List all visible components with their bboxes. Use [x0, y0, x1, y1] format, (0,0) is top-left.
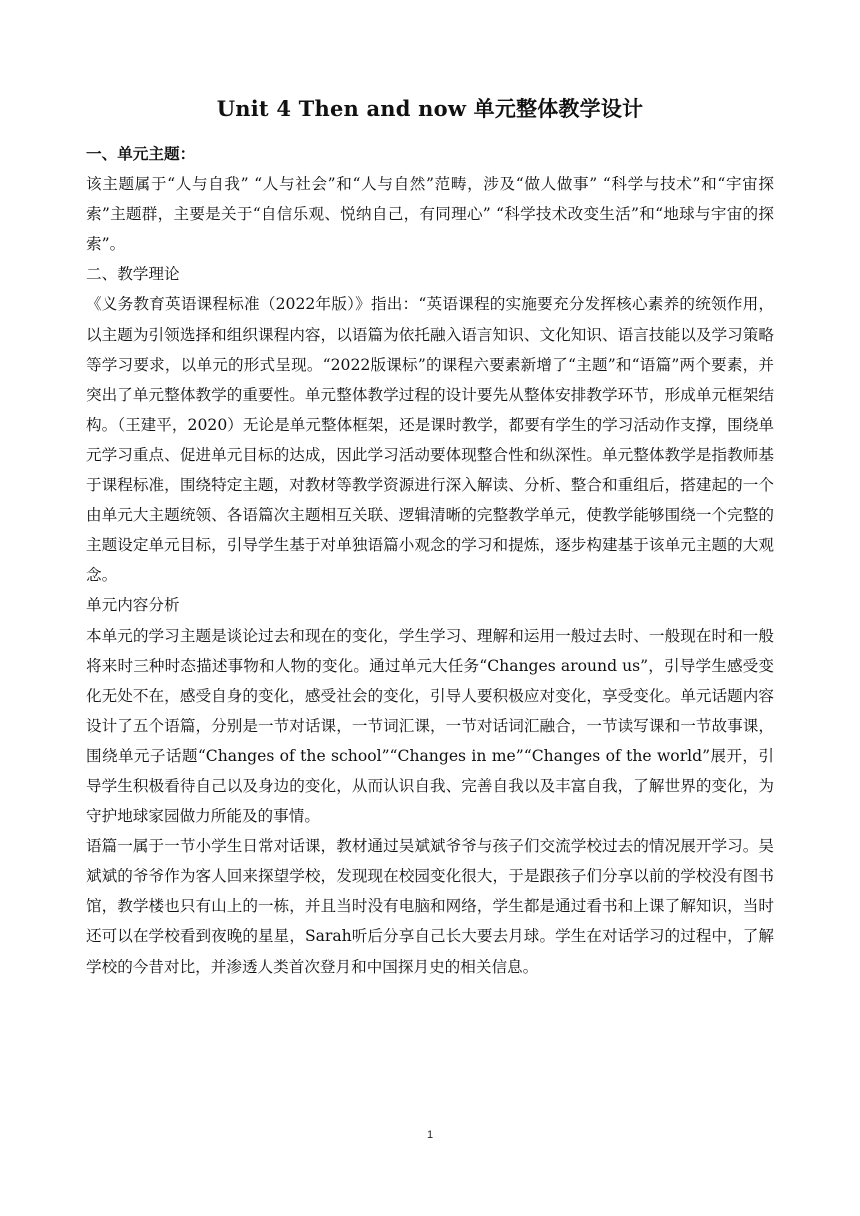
section-heading-teaching-theory: 二、教学理论: [86, 265, 180, 284]
document-body: [86, 139, 774, 982]
paragraph-unit-theme: 该主题属于“人与自我” “人与社会”和“人与自然”范畴，涉及“做人做事” “科学与技术”和“宇宙探索”主题群，主要是关于“自信乐观、悦纳自己，有同理心” “科学技术改变生活”和“地球与宇宙的探索”。: [86, 175, 774, 254]
page-number: 1: [426, 1129, 434, 1141]
section-heading-unit-theme: 一、单元主题：: [86, 144, 196, 163]
section-heading-content-analysis: 单元内容分析: [86, 596, 180, 615]
paragraph-teaching-theory: 《义务教育英语课程标准（2022年版）》指出：“英语课程的实施要充分发挥核心素养的统领作用，以主题为引领选择和组织课程内容，以语篇为依托融入语言知识、文化知识、语言技能以及学习策略等学习要求，以单元的形式呈现。“2022版课标”的课程六要素新增了“主题”和“语篇”两个要素，并突出了单元整体教学的重要性。单元整体教学过程的设计要先从整体安排教学环节，形成单元框架结构。（王建平，2020）无论是单元整体框架，还是课时教学，都要有学生的学习活动作支撑，围绕单元学习重点、促进单元目标的达成，因此学习活动要体现整合性和纵深性。单元整体教学是指教师基于课程标准，围绕特定主题，对教材等教学资源进行深入解读、分析、整合和重组后，搭建起的一个由单元大主题统领、各语篇次主题相互关联、逻辑清晰的完整教学单元，使教学能够围绕一个完整的主题设定单元目标，引导学生基于对单独语篇小观念的学习和提炼，逐步构建基于该单元主题的大观念。: [86, 295, 774, 585]
document-title: Unit 4 Then and now 单元整体教学设计: [216, 96, 644, 121]
paragraph-content-analysis: 本单元的学习主题是谈论过去和现在的变化，学生学习、理解和运用一般过去时、一般现在时和一般将来时三种时态描述事物和人物的变化。通过单元大任务“Changes around us”，引导学生感受变化无处不在，感受自身的变化，感受社会的变化，引导人要积极应对变化，享受变化。单元话题内容设计了五个语篇，分别是一节对话课，一节词汇课，一节对话词汇融合，一节读写课和一节故事课，围绕单元子话题“Changes of the school”“Changes in me”“Changes of the world”展开，引导学生积极看待自己以及身边的变化，从而认识自我、完善自我以及丰富自我，了解世界的变化，为守护地球家园做力所能及的事情。: [86, 626, 774, 826]
paragraph-text-one: 语篇一属于一节小学生日常对话课，教材通过吴斌斌爷爷与孩子们交流学校过去的情况展开学习。吴斌斌的爷爷作为客人回来探望学校，发现现在校园变化很大，于是跟孩子们分享以前的学校没有图书馆，教学楼也只有山上的一栋，并且当时没有电脑和网络，学生都是通过看书和上课了解知识，当时还可以在学校看到夜晚的星星，Sarah听后分享自己长大要去月球。学生在对话学习的过程中，了解学校的今昔对比，并渗透人类首次登月和中国探月史的相关信息。: [86, 837, 774, 976]
